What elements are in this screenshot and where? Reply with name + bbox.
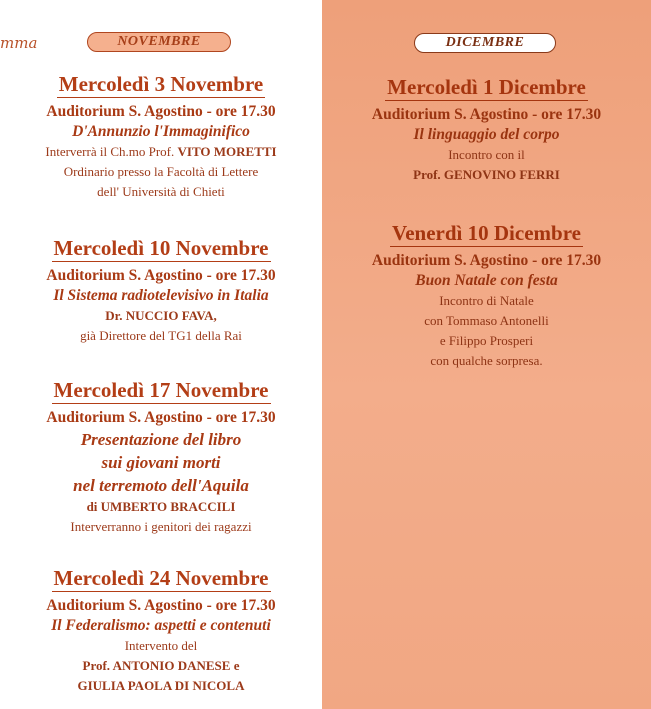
event-detail: dell' Università di Chieti [97, 184, 225, 199]
event-date: Mercoledì 1 Dicembre [387, 75, 586, 99]
event-detail: e Filippo Prosperi [439, 333, 534, 348]
event-title: nel terremoto dell'Aquila [73, 476, 249, 495]
event-speaker [0, 142, 322, 162]
event-speaker: Prof. ANTONIO DANESE e [82, 658, 240, 673]
event-nov-24 [0, 566, 322, 696]
event-detail: Incontro con il [448, 147, 525, 162]
event-date: Venerdì 10 Dicembre [392, 221, 581, 245]
event-detail: con qualche sorpresa. [430, 353, 543, 368]
event-detail: Interverranno i genitori dei ragazzi [70, 519, 252, 534]
event-venue: Auditorium S. Agostino - ore 17.30 [371, 106, 602, 123]
event-detail: Intervento del [124, 638, 198, 653]
event-date: Mercoledì 17 Novembre [53, 378, 269, 402]
event-title: Il Sistema radiotelevisivo in Italia [53, 287, 269, 304]
event-speaker: di UMBERTO BRACCILI [86, 499, 236, 514]
event-detail: con Tommaso Antonelli [424, 313, 549, 328]
event-detail: Incontro di Natale [439, 293, 534, 308]
november-column [0, 0, 322, 709]
header-fragment: mma [0, 34, 38, 52]
event-speaker: Dr. NUCCIO FAVA, [105, 308, 217, 323]
event-speaker: Prof. GENOVINO FERRI [413, 167, 560, 182]
event-detail: già Direttore del TG1 della Rai [80, 328, 242, 343]
month-label-november: NOVEMBRE [87, 32, 231, 52]
event-title: Il linguaggio del corpo [413, 126, 560, 143]
event-title: Presentazione del libro [80, 430, 242, 449]
december-column [322, 0, 651, 709]
event-date: Mercoledì 10 Novembre [53, 236, 269, 260]
event-detail: Ordinario presso la Facoltà di Lettere [63, 164, 259, 179]
event-venue: Auditorium S. Agostino - ore 17.30 [371, 252, 602, 269]
event-dec-10 [322, 221, 651, 371]
event-venue: Auditorium S. Agostino - ore 17.30 [46, 103, 276, 120]
event-venue: Auditorium S. Agostino - ore 17.30 [46, 597, 276, 614]
event-nov-17 [0, 378, 322, 537]
event-title: Il Federalismo: aspetti e contenuti [51, 617, 271, 634]
event-venue: Auditorium S. Agostino - ore 17.30 [46, 267, 276, 284]
speaker-name: VITO MORETTI [177, 144, 277, 159]
event-speaker: GIULIA PAOLA DI NICOLA [77, 678, 245, 693]
event-nov-3 [0, 72, 322, 202]
event-title: Buon Natale con festa [415, 272, 558, 289]
event-date: Mercoledì 3 Novembre [58, 72, 264, 96]
event-venue: Auditorium S. Agostino - ore 17.30 [46, 409, 276, 426]
event-date: Mercoledì 24 Novembre [53, 566, 269, 590]
event-nov-10 [0, 236, 322, 346]
event-title: sui giovani morti [101, 453, 221, 472]
month-label-december: DICEMBRE [414, 33, 556, 53]
speaker-intro: Interverrà il Ch.mo Prof. [45, 144, 178, 159]
event-title: D'Annunzio l'Immaginifico [72, 123, 250, 140]
event-dec-1 [322, 75, 651, 185]
